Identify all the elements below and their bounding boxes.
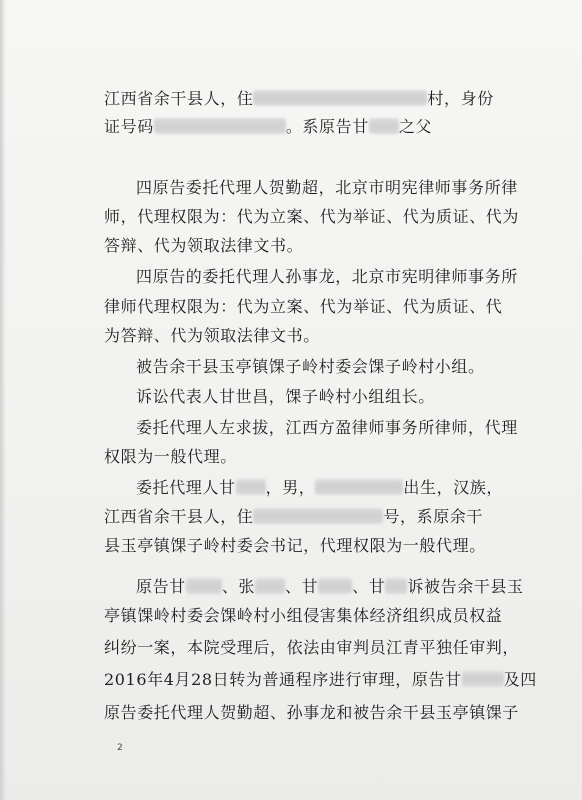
text-segment: 江西省余干县人，住 bbox=[104, 89, 254, 108]
text-segment: 诉讼代表人甘世昌，馃子岭村小组组长。 bbox=[136, 387, 435, 406]
redacted-name bbox=[318, 578, 352, 594]
text-line bbox=[136, 576, 524, 598]
text-segment: 四原告的委托代理人孙事龙，北京市宪明律师事务所 bbox=[136, 267, 518, 286]
text-line bbox=[104, 235, 303, 257]
text-segment: 委托代理人甘 bbox=[136, 478, 236, 497]
text-segment: ，男， bbox=[265, 478, 316, 497]
text-line bbox=[104, 296, 502, 318]
redacted-address bbox=[253, 508, 383, 524]
text-segment: 之父 bbox=[398, 117, 433, 136]
text-line bbox=[136, 477, 503, 499]
text-line bbox=[136, 356, 485, 378]
text-segment: 号，系原余干 bbox=[383, 507, 484, 526]
text-line bbox=[136, 386, 435, 408]
text-line bbox=[104, 88, 494, 110]
redacted-name bbox=[236, 479, 266, 495]
text-segment: 权限为一般代理。 bbox=[104, 447, 237, 466]
text-line bbox=[104, 206, 519, 228]
redacted-name bbox=[385, 578, 407, 594]
text-segment: 纠纷一案，本院受理后，依法由审判员江青平独任审判， bbox=[104, 638, 520, 657]
text-segment: 证号码 bbox=[104, 117, 154, 136]
text-segment: 被告余干县玉亭镇馃子岭村委会馃子岭村小组。 bbox=[136, 357, 485, 376]
text-segment: 出生，汉族， bbox=[403, 478, 504, 497]
text-segment: 答辩、代为领取法律文书。 bbox=[104, 236, 304, 255]
text-segment: 县玉亭镇馃子岭村委会书记，代理权限为一般代理。 bbox=[104, 536, 486, 555]
text-segment: 委托代理人左求拔，江西方盈律师事务所律师，代理 bbox=[136, 418, 518, 437]
text-segment: 律师代理权限为：代为立案、代为举证、代为质证、代 bbox=[104, 297, 503, 316]
text-segment: 为答辩、代为领取法律文书。 bbox=[104, 326, 320, 345]
page-number: 2 bbox=[117, 743, 123, 753]
text-segment: 及四 bbox=[503, 670, 537, 689]
scan-edge-shadow bbox=[0, 0, 6, 800]
text-segment: 四原告委托代理人贺勤超，北京市明宪律师事务所律 bbox=[136, 178, 518, 197]
text-segment: 村，身份 bbox=[427, 89, 494, 108]
redacted-id-number bbox=[154, 118, 286, 134]
redacted-birthdate bbox=[315, 479, 403, 495]
text-line bbox=[104, 669, 537, 691]
text-segment: 2016年4月28日转为普通程序进行审理，原告甘 bbox=[104, 670, 462, 689]
text-line bbox=[104, 605, 502, 627]
text-segment: 诉被告余干县玉 bbox=[407, 577, 524, 596]
text-segment: 师，代理权限为：代为立案、代为举证、代为质证、代为 bbox=[104, 207, 520, 226]
text-segment: 亭镇馃岭村委会馃岭村小组侵害集体经济组织成员权益 bbox=[104, 606, 503, 625]
text-line bbox=[104, 702, 519, 724]
text-line bbox=[104, 506, 483, 528]
text-segment: 原告委托代理人贺勤超、孙事龙和被告余干县玉亭镇馃子 bbox=[104, 703, 520, 722]
redacted-name bbox=[369, 118, 399, 134]
text-line bbox=[136, 177, 518, 199]
redacted-name bbox=[462, 671, 504, 687]
redacted-name bbox=[186, 578, 222, 594]
text-line bbox=[136, 266, 518, 288]
text-line bbox=[104, 535, 486, 557]
text-segment: 江西省余干县人，住 bbox=[104, 507, 254, 526]
redacted-address bbox=[253, 90, 427, 106]
text-segment: 、张 bbox=[221, 577, 256, 596]
text-line bbox=[104, 116, 432, 138]
redacted-name bbox=[255, 578, 285, 594]
text-segment: 、甘 bbox=[285, 577, 319, 596]
text-segment: 。系原告甘 bbox=[285, 117, 369, 136]
text-line bbox=[136, 417, 518, 439]
text-line bbox=[104, 325, 320, 347]
text-line bbox=[104, 637, 519, 659]
text-segment: 、甘 bbox=[352, 577, 386, 596]
text-line bbox=[104, 446, 237, 468]
text-segment: 原告甘 bbox=[136, 577, 186, 596]
